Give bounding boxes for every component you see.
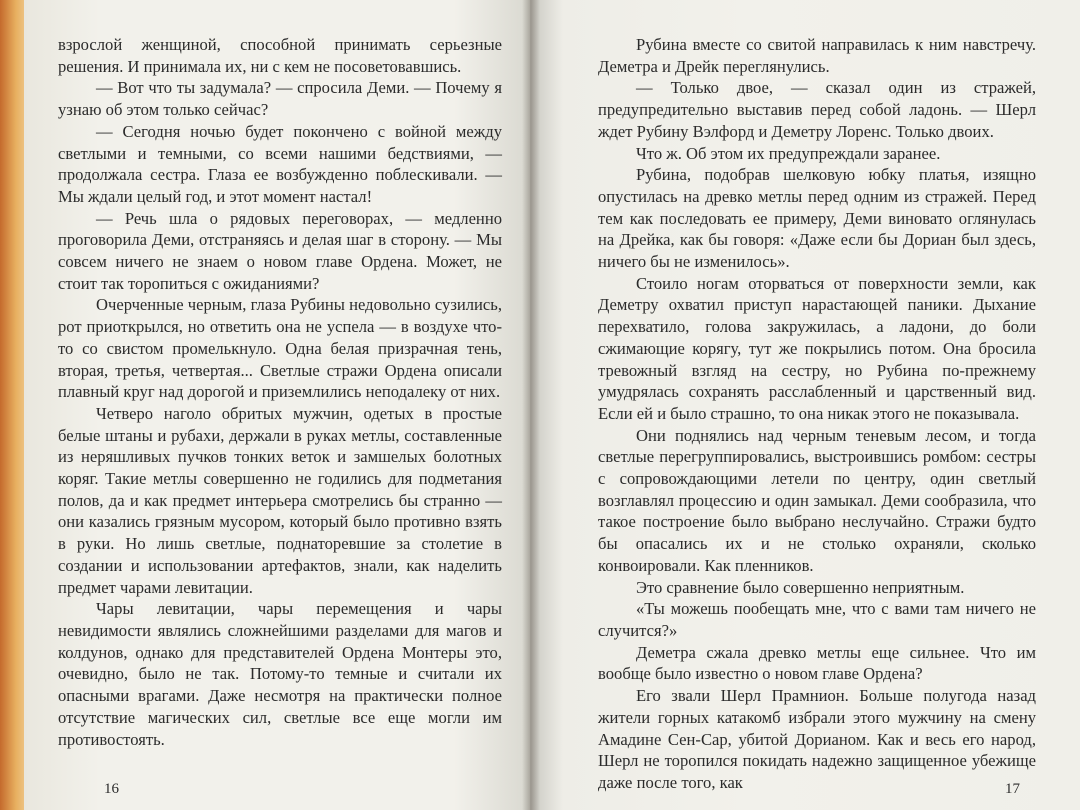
page-number: 16 (104, 781, 119, 797)
paragraph: Деметра сжала древко метлы еще сильнее. Что им вообще было известно о новом главе Ордена? (598, 642, 1036, 684)
paragraph: Что ж. Об этом их предупреждали заранее. (636, 143, 941, 163)
right-page (530, 0, 1080, 810)
paragraph: — Речь шла о рядовых переговорах, — медленно проговорила Деми, отстраняясь и делая шаг в сторону. — Мы совсем ничего не знаем о новом главе Ордена. Может, не стоит так торопиться с ожиданиями? (58, 208, 502, 293)
paragraph: Рубина вместе со свитой направилась к ним навстречу. Деметра и Дрейк переглянулись. (598, 35, 1036, 76)
left-page (24, 0, 530, 810)
paragraph: Это сравнение было совершенно неприятным. (636, 577, 965, 597)
page-number: 17 (1005, 781, 1020, 797)
paragraph: Четверо наголо обритых мужчин, одетых в простые белые штаны и рубахи, держали в руках метлы, составленные из неряшливых пучков тонких веток и замшелых болотных коряг. Такие метлы совершенно не годились для подметания полов, да и как предмет интерьера смотрелись бы странно — они казались грязным мусором, который было противно взять в руки. Но лишь светлые, поднаторевшие за столетие в создании и использовании артефактов, знали, как наделить предмет чарами левитации. (58, 403, 502, 597)
paragraph: Чары левитации, чары перемещения и чары невидимости являлись сложнейшими разделами для магов и колдунов, однако для представителей Ордена Монтеры это, очевидно, было не так. Потому-то темные и считали их опасными врагами. Даже несмотря на практически полное отсутствие магических сил, светлые все еще могли им противостоять. (58, 599, 502, 749)
paragraph: — Только двое, — сказал один из стражей, предупредительно выставив перед собой ладонь. — Шерл ждет Рубину Вэлфорд и Деметру Лоренс. Только двоих. (598, 78, 1036, 141)
paragraph: Стоило ногам оторваться от поверхности земли, как Деметру охватил приступ нарастающей паники. Дыхание перехватило, голова закружилась, а ладони, до боли сжимающие корягу, тут же покрылись потом. Она бросила тревожный взгляд на сестру, но Рубина по-прежнему умудрялась сохранять расслабленный и царственный вид. Если ей и было страшно, то она никак этого не показывала. (598, 273, 1036, 423)
paragraph: Его звали Шерл Прамнион. Больше полугода назад жители горных катакомб избрали этого мужчину на смену Амадине Сен-Сар, убитой Дорианом. Как и весь его народ, Шерл не торопился покидать надежно защищенное убежище даже после того, как (598, 686, 1036, 792)
right-page-text (598, 34, 1036, 794)
paragraph: Очерченные черным, глаза Рубины недовольно сузились, рот приоткрылся, но ответить она не успела — в воздухе что-то со свистом промелькнуло. Одна белая призрачная тень, вторая, третья, четвертая... Светлые стражи Ордена описали плавный круг над дорогой и приземлились неподалеку от них. (58, 295, 502, 402)
paragraph: взрослой женщиной, способной принимать серьезные решения. И принимала их, ни с кем не посоветовавшись. (58, 35, 502, 76)
left-page-text (58, 34, 502, 750)
paragraph: — Сегодня ночью будет покончено с войной между светлыми и темными, со всеми нашими бедствиями, — продолжала сестра. Глаза ее возбужденно поблескивали. — Мы ждали целый год, и этот момент настал! (58, 121, 502, 206)
paragraph: Рубина, подобрав шелковую юбку платья, изящно опустилась на древко метлы перед одним из стражей. Перед тем как последовать ее примеру, Деми виновато оглянулась на Дрейка, как бы говоря: «Даже если бы Дориан был здесь, ничего бы не изменилось». (598, 165, 1036, 272)
paragraph: «Ты можешь пообещать мне, что с вами там ничего не случится?» (598, 599, 1036, 640)
paragraph: — Вот что ты задумала? — спросила Деми. — Почему я узнаю об этом только сейчас? (58, 78, 502, 120)
paragraph: Они поднялись над черным теневым лесом, и тогда светлые перегруппировались, выстроившись ромбом: сестры с сопровождающими летели по центру, один светлый возглавлял процессию и один замыкал. Деми сообразила, что такое построение было выбрано неслучайно. Стражи будто бы опасались их и не столько охраняли, сколько конвоировали. Как пленников. (598, 425, 1036, 575)
book-gutter (522, 0, 540, 810)
